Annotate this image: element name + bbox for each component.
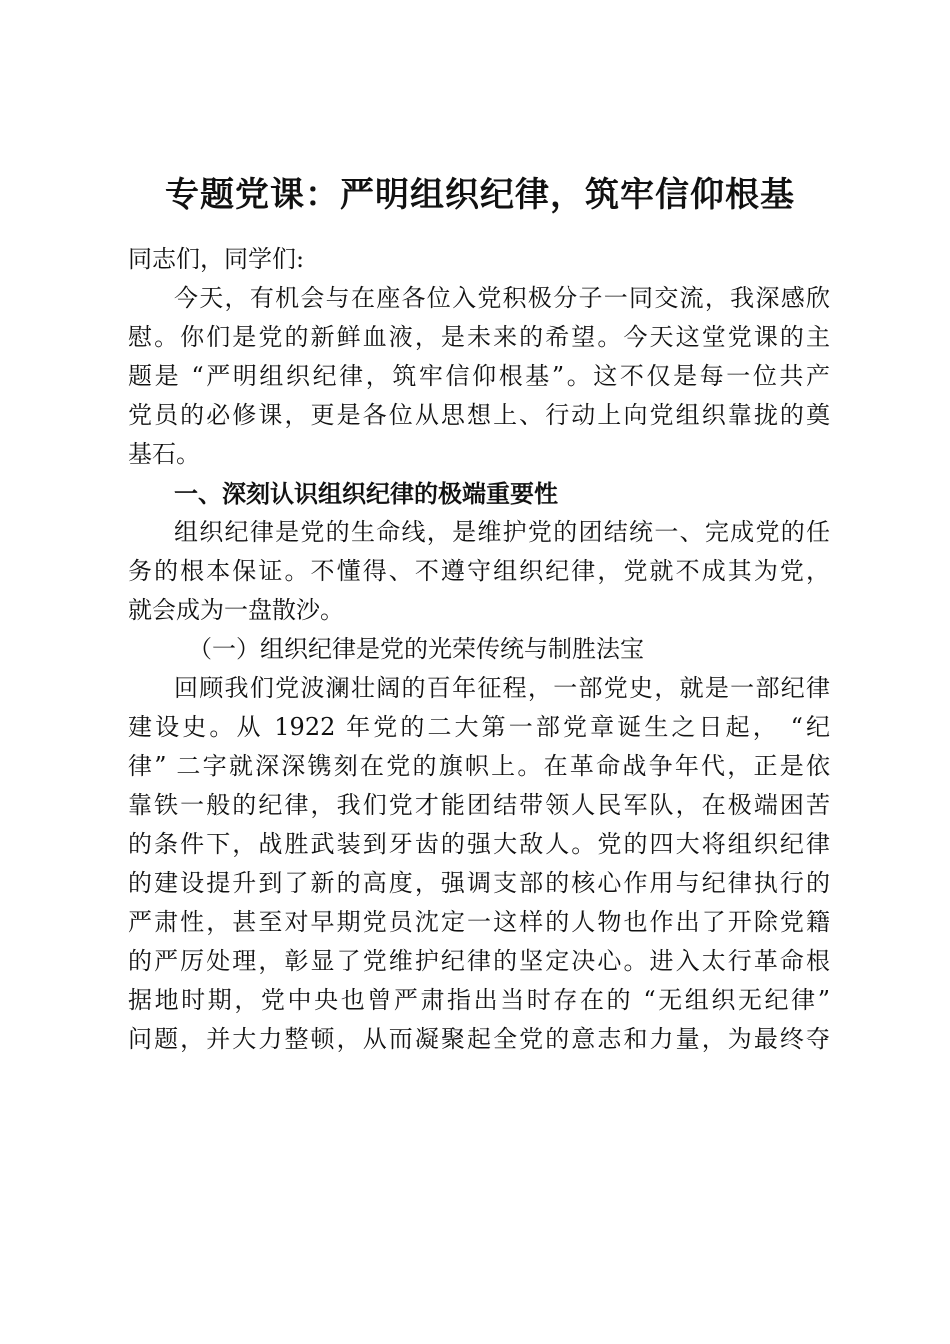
text-line: 问题，并大力整顿，从而凝聚起全党的意志和力量，为最终夺 [128, 1025, 830, 1053]
text-line: 据地时期，党中央也曾严肃指出当时存在的 “无组织无纪律” [128, 986, 830, 1014]
text-line: 基石。 [128, 440, 200, 468]
document-body [128, 240, 830, 1059]
intro-paragraph [128, 279, 830, 474]
text-line: 建设史。从 1922 年党的二大第一部党章诞生之日起， “纪 [128, 713, 830, 741]
document-title: 专题党课：严明组织纪律，筑牢信仰根基 [165, 175, 795, 215]
text-line: 靠铁一般的纪律，我们党才能团结带领人民军队，在极端困苦 [128, 791, 830, 819]
section-heading: 一、深刻认识组织纪律的极端重要性 [174, 479, 558, 508]
text-line: 的建设提升到了新的高度，强调支部的核心作用与纪律执行的 [128, 869, 830, 897]
section-paragraph [128, 513, 830, 630]
text-line: 律” 二字就深深镌刻在党的旗帜上。在革命战争年代，正是依 [128, 752, 830, 780]
text-line: 今天，有机会与在座各位入党积极分子一同交流，我深感欣 [174, 284, 830, 312]
text-line: 回顾我们党波澜壮阔的百年征程，一部党史，就是一部纪律 [174, 674, 830, 702]
text-line: 的严厉处理，彰显了党维护纪律的坚定决心。进入太行革命根 [128, 947, 830, 975]
subsection-heading: （一）组织纪律是党的光荣传统与制胜法宝 [188, 635, 644, 663]
text-line: 的条件下，战胜武装到牙齿的强大敌人。党的四大将组织纪律 [128, 830, 830, 858]
text-line: 就会成为一盘散沙。 [128, 596, 344, 624]
subsection-paragraph [128, 669, 830, 1059]
text-line: 组织纪律是党的生命线，是维护党的团结统一、完成党的任 [174, 518, 830, 546]
text-line: 慰。你们是党的新鲜血液，是未来的希望。今天这堂党课的主 [128, 323, 830, 351]
text-line: 务的根本保证。不懂得、不遵守组织纪律，党就不成其为党， [128, 557, 830, 585]
text-line: 党员的必修课，更是各位从思想上、行动上向党组织靠拢的奠 [128, 401, 830, 429]
salutation: 同志们，同学们: [128, 245, 305, 273]
text-line: 严肃性，甚至对早期党员沈定一这样的人物也作出了开除党籍 [128, 908, 830, 936]
text-line: 题是 “严明组织纪律，筑牢信仰根基”。这不仅是每一位共产 [128, 362, 830, 390]
